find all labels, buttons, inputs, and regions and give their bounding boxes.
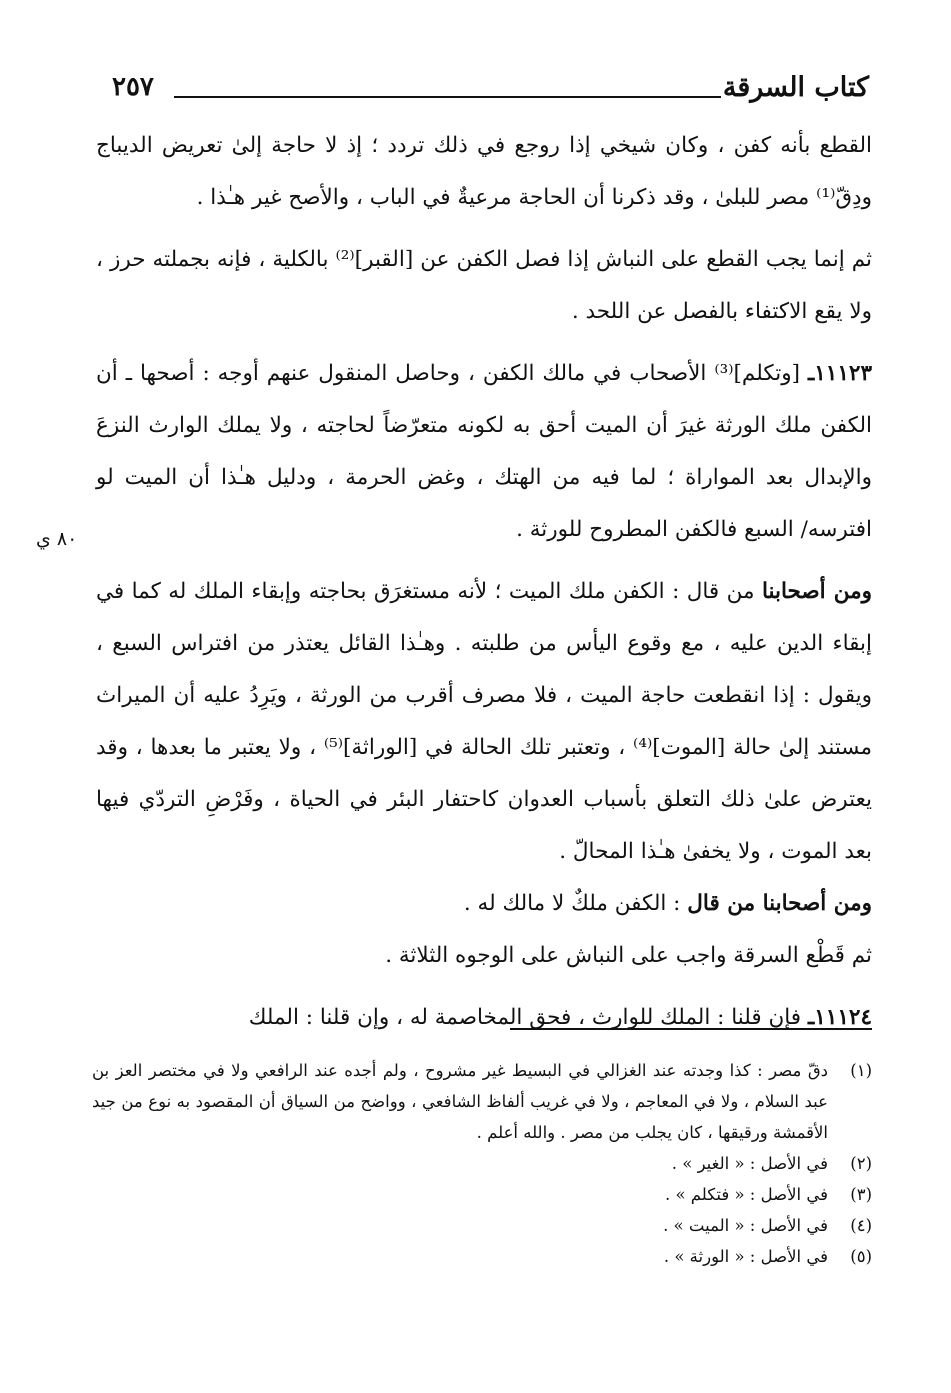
footnote-number: (٢) (850, 1154, 872, 1173)
paragraph-4 (96, 566, 872, 878)
paragraph-1 (96, 120, 872, 224)
paragraph-text: فإن قلنا : الملك للوارث ، فحق المخاصمة له ، وإن قلنا : الملك (248, 1005, 808, 1030)
page-number: ٢٥٧ (112, 72, 154, 102)
footnote-text: في الأصل : « فتكلم » . (664, 1185, 828, 1204)
paragraph-text: : الكفن ملكٌ لا مالك له . (463, 891, 688, 916)
paragraph-text: ثم قَطْع السرقة واجب على النباش على الوجوه الثلاثة . (385, 943, 872, 968)
page-header (112, 72, 869, 112)
footnote-number: (١) (850, 1061, 872, 1080)
paragraph-text: [وتكلم]⁽³⁾ الأصحاب في مالك الكفن ، وحاصل المنقول عنهم أوجه : أصحها ـ أن الكفن ملك الورثة غيرَ أن الميت أحق به لكونه متعرّضاً لحاجته ، ولا يملك الوارث النزعَ والإبدال بعد المواراة ؛ لما فيه من الهتك ، وغض الحرمة ، ودليل هـٰذا أن الميت لو افترسه/ السبع فالكفن المطروح للورثة . (96, 361, 872, 542)
footnote (92, 1179, 872, 1210)
header-rule (174, 96, 721, 98)
footnotes (92, 1055, 872, 1272)
chapter-title: كتاب السرقة (722, 72, 869, 103)
footnote-text: في الأصل : « الورثة » . (663, 1247, 828, 1266)
paragraph-7 (96, 992, 872, 1044)
paragraph-text: القطع بأنه كفن ، وكان شيخي إذا روجع في ذلك تردد ؛ إذ لا حاجة إلىٰ تعريض الديباج ودِقّ⁽¹⁾ مصر للبلىٰ ، وقد ذكرنا أن الحاجة مرعيةٌ في الباب ، والأصح غير هـٰذا . (96, 133, 872, 210)
footnote-text: دقّ مصر : كذا وجدته عند الغزالي في البسيط غير مشروح ، ولم أجده عند الرافعي ولا في مختصر العز بن عبد السلام ، ولا في المعاجم ، ولا في غريب ألفاظ الشافعي ، وواضح من السياق أن المقصود به نوع من جيد الأقمشة ورقيقها ، كان يجلب من مصر . والله أعلم . (92, 1061, 828, 1142)
paragraph-6 (96, 930, 872, 982)
footnote-number: (٥) (850, 1247, 872, 1266)
footnote-text: في الأصل : « الميت » . (663, 1216, 828, 1235)
paragraph-3 (96, 348, 872, 556)
footnote (92, 1210, 872, 1241)
footnote-rule (510, 1028, 872, 1030)
footnote-text: في الأصل : « الغير » . (671, 1154, 828, 1173)
footnote (92, 1241, 872, 1272)
paragraph-lead: ومن أصحابنا (761, 579, 872, 604)
footnote (92, 1148, 872, 1179)
section-number: ١١١٢٤ـ (807, 1005, 872, 1030)
paragraph-lead: ومن أصحابنا من قال (687, 891, 872, 916)
main-text (96, 120, 872, 1044)
footnote (92, 1055, 872, 1148)
paragraph-text: ثم إنما يجب القطع على النباش إذا فصل الكفن عن [القبر]⁽²⁾ بالكلية ، فإنه بجملته حرز ، ولا يقع الاكتفاء بالفصل عن اللحد . (96, 247, 872, 324)
section-number: ١١١٢٣ـ (807, 361, 872, 386)
paragraph-2 (96, 234, 872, 338)
margin-note: ٨٠ ي (36, 528, 78, 550)
footnote-number: (٣) (850, 1185, 872, 1204)
paragraph-5 (96, 878, 872, 930)
paragraph-text: من قال : الكفن ملك الميت ؛ لأنه مستغرَق بحاجته وإبقاء الملك له كما في إبقاء الدين عليه ، مع وقوع اليأس من طلبته . وهـٰذا القائل يعتذر من افتراس السبع ، ويقول : إذا انقطعت حاجة الميت ، فلا مصرف أقرب من الورثة ، ويَرِدُ عليه أن الميراث مستند إلىٰ حالة [الموت]⁽⁴⁾ ، وتعتبر تلك الحالة في [الوراثة]⁽⁵⁾ ، ولا يعتبر ما بعدها ، وقد يعترض علىٰ ذلك التعلق بأسباب العدوان كاحتفار البئر في الحياة ، وفَرْضِ التردّي فيها بعد الموت ، ولا يخفىٰ هـٰذا المحالّ . (96, 579, 872, 864)
footnote-number: (٤) (850, 1216, 872, 1235)
